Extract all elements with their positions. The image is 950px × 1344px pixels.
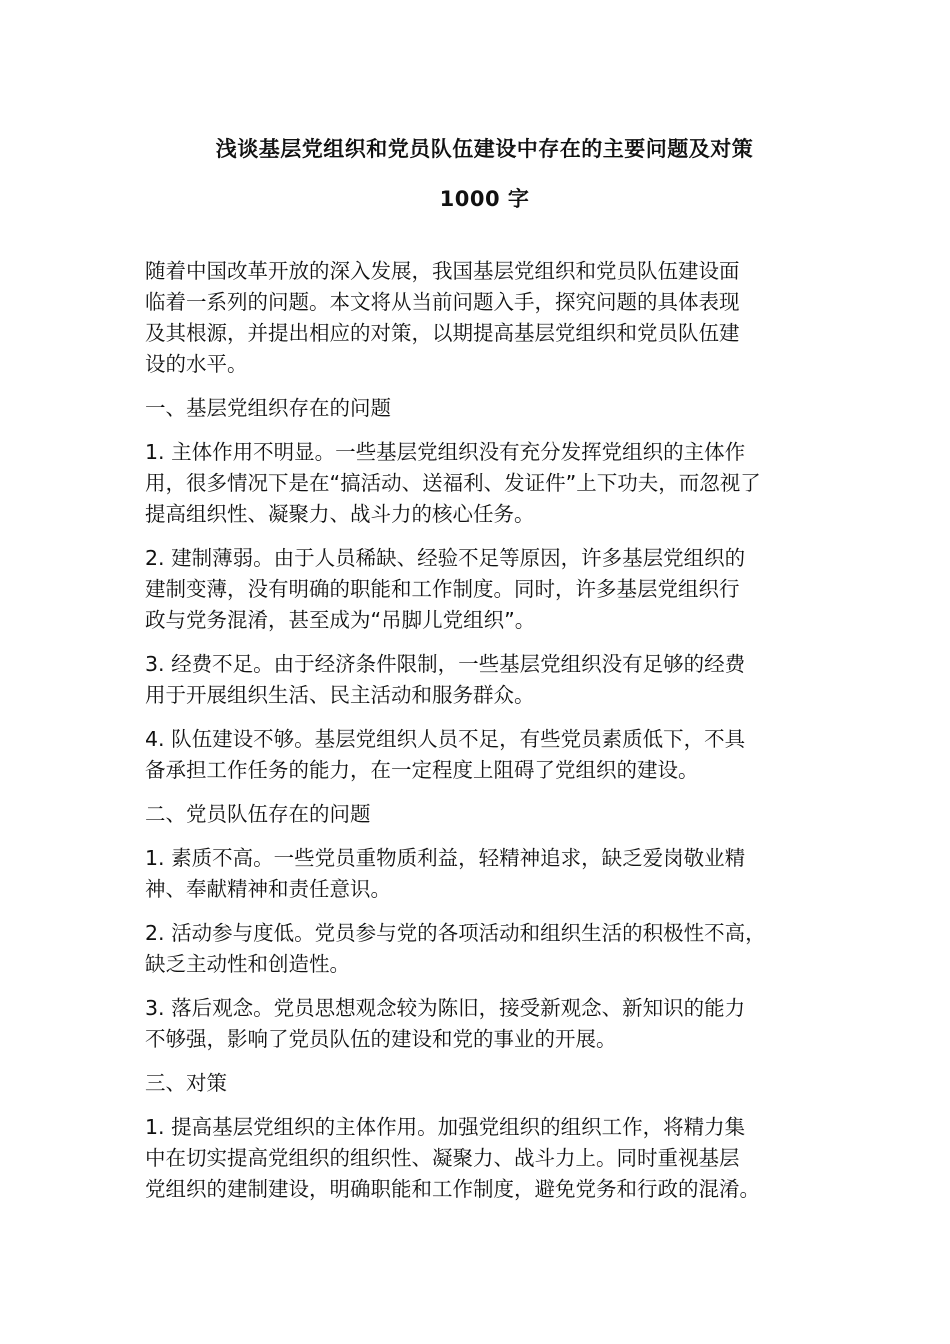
paragraph-line: 1. 素质不高。一些党员重物质利益，轻精神追求，缺乏爱岗敬业精 [145,846,746,870]
paragraph-line: 建制变薄，没有明确的职能和工作制度。同时，许多基层党组织行 [145,577,740,601]
paragraph-line: 中在切实提高党组织的组织性、凝聚力、战斗力上。同时重视基层 [145,1146,740,1170]
section1-item4 [145,724,818,786]
paragraph-line: 党组织的建制建设，明确职能和工作制度，避免党务和行政的混淆。 [145,1177,760,1201]
paragraph-line: 3. 落后观念。党员思想观念较为陈旧，接受新观念、新知识的能力 [145,996,746,1020]
section2-item1 [145,843,818,905]
paragraph-line: 用于开展组织生活、民主活动和服务群众。 [145,683,535,707]
intro-line: 临着一系列的问题。本文将从当前问题入手，探究问题的具体表现 [145,290,740,314]
paragraph-line: 备承担工作任务的能力，在一定程度上阻碍了党组织的建设。 [145,758,699,782]
paragraph-line: 缺乏主动性和创造性。 [145,952,350,976]
intro-line: 及其根源，并提出相应的对策，以期提高基层党组织和党员队伍建 [145,321,740,345]
paragraph-line: 2. 建制薄弱。由于人员稀缺、经验不足等原因，许多基层党组织的 [145,546,746,570]
paragraph-line: 3. 经费不足。由于经济条件限制，一些基层党组织没有足够的经费 [145,652,746,676]
section1-item3 [145,649,818,711]
intro-line: 设的水平。 [145,352,248,376]
document-title-line1: 浅谈基层党组织和党员队伍建设中存在的主要问题及对策 [215,137,754,161]
section2-item2 [145,918,818,980]
paragraph-line: 1. 提高基层党组织的主体作用。加强党组织的组织工作，将精力集 [145,1115,746,1139]
intro-paragraph [145,256,818,380]
section1-item2 [145,543,818,636]
paragraph-line: 神、奉献精神和责任意识。 [145,877,391,901]
paragraph-line: 2. 活动参与度低。党员参与党的各项活动和组织生活的积极性不高， [145,921,766,945]
section2-item3 [145,993,818,1055]
section1-heading: 一、基层党组织存在的问题 [145,396,391,420]
paragraph-line: 1. 主体作用不明显。一些基层党组织没有充分发挥党组织的主体作 [145,440,746,464]
section3-item1 [145,1112,818,1205]
section3-heading: 三、对策 [145,1071,227,1095]
paragraph-line: 不够强，影响了党员队伍的建设和党的事业的开展。 [145,1027,617,1051]
paragraph-line: 用，很多情况下是在“搞活动、送福利、发证件”上下功夫，而忽视了 [145,471,761,495]
section2-heading: 二、党员队伍存在的问题 [145,802,371,826]
paragraph-line: 政与党务混淆，甚至成为“吊脚儿党组织”。 [145,608,536,632]
paragraph-line: 4. 队伍建设不够。基层党组织人员不足，有些党员素质低下，不具 [145,727,746,751]
section1-item1 [145,437,818,530]
paragraph-line: 提高组织性、凝聚力、战斗力的核心任务。 [145,502,535,526]
intro-line: 随着中国改革开放的深入发展，我国基层党组织和党员队伍建设面 [145,259,740,283]
document-title-line2: 1000 字 [439,187,530,211]
